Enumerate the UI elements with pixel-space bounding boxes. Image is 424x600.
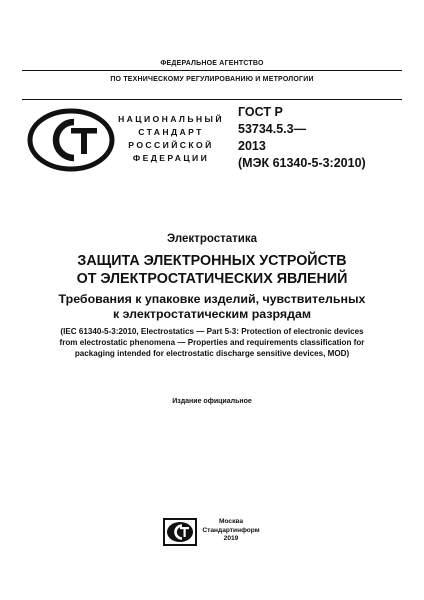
- standard-designation: [238, 104, 408, 172]
- publisher-name: Стандартинформ: [202, 526, 260, 534]
- designation-line: 53734.5.3—: [238, 122, 307, 136]
- document-title: [14, 252, 410, 288]
- title-line: ЗАЩИТА ЭЛЕКТРОННЫХ УСТРОЙСТВ: [77, 253, 347, 269]
- subtitle-line: к электростатическим разрядам: [112, 307, 312, 321]
- agency-department: ПО ТЕХНИЧЕСКОМУ РЕГУЛИРОВАНИЮ И МЕТРОЛОГИИ: [110, 76, 314, 83]
- edition-label: Издание официальное: [172, 398, 252, 405]
- english-title: [14, 326, 410, 359]
- header-rule-top: [22, 70, 402, 71]
- designation-line: (МЭК 61340-5-3:2010): [238, 156, 366, 170]
- english-title-line: packaging intended for electrostatic discharge sensitive devices, MOD): [74, 349, 350, 358]
- designation-line: 2013: [238, 139, 266, 153]
- document-subtitle: [14, 292, 410, 322]
- title-line: ОТ ЭЛЕКТРОСТАТИЧЕСКИХ ЯВЛЕНИЙ: [76, 271, 348, 287]
- standartinform-logo-icon: [163, 518, 197, 546]
- english-title-line: (IEC 61340-5-3:2010, Electrostatics — Part 5-3: Protection of electronic devices: [60, 327, 364, 336]
- standard-label-line: НАЦИОНАЛЬНЫЙ: [118, 114, 224, 124]
- standard-label-line: ФЕДЕРАЦИИ: [132, 153, 210, 163]
- national-standard-label: [116, 113, 226, 165]
- standard-label-line: СТАНДАРТ: [138, 127, 204, 137]
- subtitle-line: Требования к упаковке изделий, чувствительных: [58, 292, 366, 306]
- agency-name: ФЕДЕРАЛЬНОЕ АГЕНТСТВО: [160, 60, 264, 67]
- publication-year: 2019: [223, 535, 239, 543]
- gost-r-mark-icon: [27, 108, 115, 172]
- publisher-info: [196, 518, 266, 544]
- publisher-city: Москва: [218, 518, 244, 525]
- header-rule-bottom: [22, 99, 402, 100]
- document-subject: Электростатика: [166, 233, 257, 245]
- english-title-line: from electrostatic phenomena — Properties and requirements classification for: [59, 338, 365, 347]
- designation-line: ГОСТ Р: [238, 105, 283, 119]
- standard-label-line: РОССИЙСКОЙ: [128, 140, 214, 150]
